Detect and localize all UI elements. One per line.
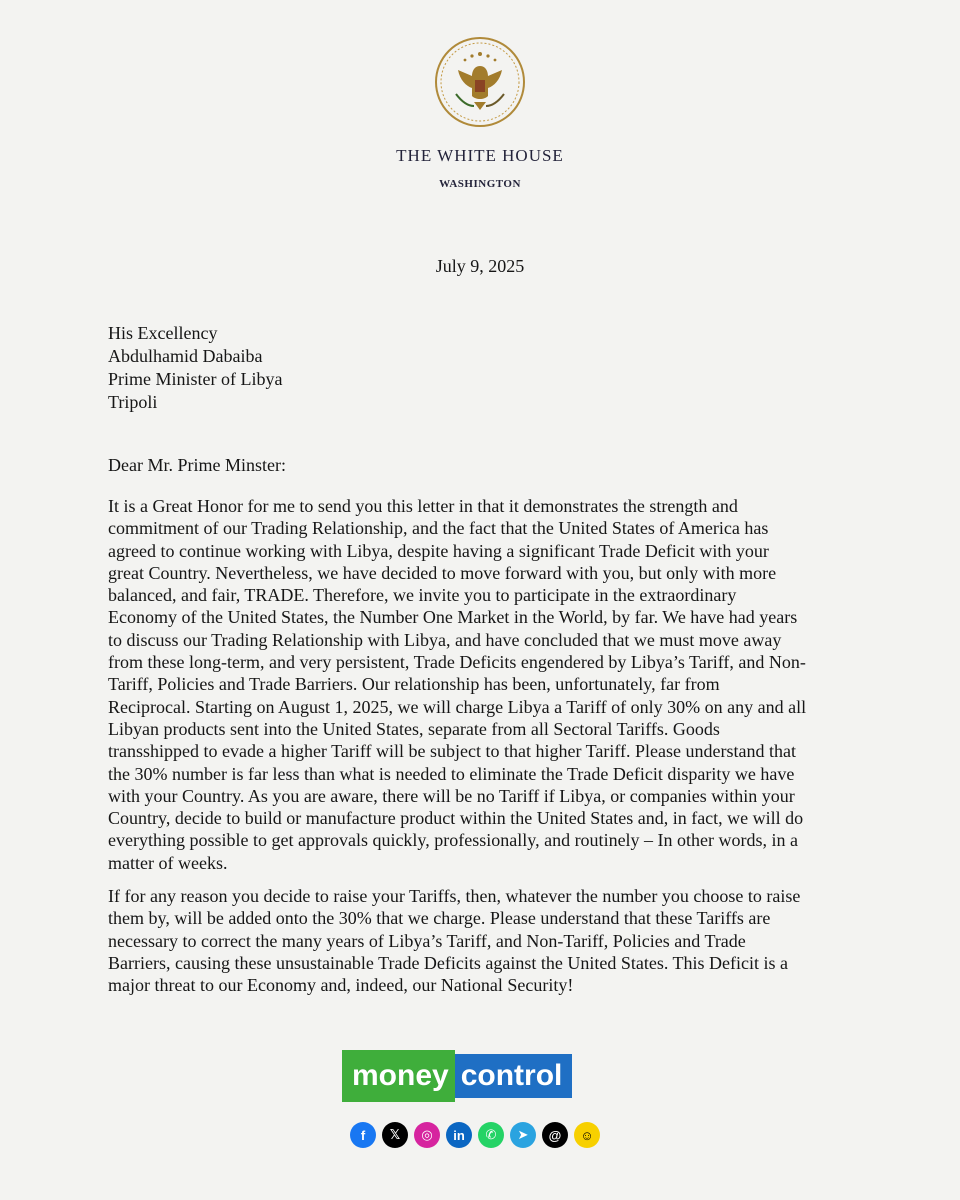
x-icon[interactable]: 𝕏	[382, 1122, 408, 1148]
recipient-line: His Excellency	[108, 323, 218, 343]
letterhead-subtitle: WASHINGTON	[439, 178, 521, 190]
letterhead-title: THE WHITE HOUSE	[396, 146, 564, 165]
linkedin-icon[interactable]: in	[446, 1122, 472, 1148]
instagram-icon[interactable]: ◎	[414, 1122, 440, 1148]
threads-icon[interactable]: @	[542, 1122, 568, 1148]
moneycontrol-logo	[342, 1050, 610, 1102]
recipient-line: Abdulhamid Dabaiba	[108, 346, 263, 366]
recipient-line: Tripoli	[108, 392, 158, 412]
logo-control-text: control	[455, 1054, 573, 1098]
whatsapp-icon[interactable]: ✆	[478, 1122, 504, 1148]
facebook-icon[interactable]: f	[350, 1122, 376, 1148]
snapchat-icon[interactable]: ☺	[574, 1122, 600, 1148]
presidential-seal-icon	[434, 36, 526, 128]
body-paragraph-2: If for any reason you decide to raise your Tariffs, then, whatever the number you choose to raise them by, will be added onto the 30% that we charge. Please understand that these Tariffs are necessary to correct the many years of Libya’s Tariff, and Non-Tariff, Policies and Trade Barriers, causing these unsustainable Trade Deficits against the United States. This Deficit is a major threat to our Economy and, indeed, our National Security!	[108, 886, 801, 996]
body-paragraph-1: It is a Great Honor for me to send you this letter in that it demonstrates the strength and commitment of our Trading Relationship, and the fact that the United States of America has agreed to continue working with Libya, despite having a significant Trade Deficit with your great Country. Nevertheless, we have decided to move forward with you, but only with more balanced, and fair, TRADE. Therefore, we invite you to participate in the extraordinary Economy of the United States, the Number One Market in the World, by far. We have had years to discuss our Trading Relationship with Libya, and have concluded that we must move away from these long-term, and very persistent, Trade Deficits engendered by Libya’s Tariff, and Non- Tariff, Policies and Trade Barriers. Our relationship has been, unfortunately, far from Reciprocal. Starting on August 1, 2025, we will charge Libya a Tariff of only 30% on any and all Libyan products sent into the United States, separate from all Sectoral Tariffs. Goods transshipped to evade a higher Tariff will be subject to that higher Tariff. Please understand that the 30% number is far less than what is needed to eliminate the Trade Deficit disparity we have with your Country. As you are aware, there will be no Tariff if Libya, or companies within your Country, decide to build or manufacture product within the United States and, in fact, we will do everything possible to get approvals quickly, professionally, and routinely – In other words, in a matter of weeks.	[108, 496, 807, 873]
letter-date: July 9, 2025	[435, 256, 525, 276]
recipient-line: Prime Minister of Libya	[108, 369, 283, 389]
salutation: Dear Mr. Prime Minster:	[108, 455, 286, 475]
recipient-address	[108, 322, 282, 414]
telegram-icon[interactable]: ➤	[510, 1122, 536, 1148]
social-icons-row	[350, 1122, 600, 1148]
logo-money-text: money	[342, 1050, 455, 1102]
